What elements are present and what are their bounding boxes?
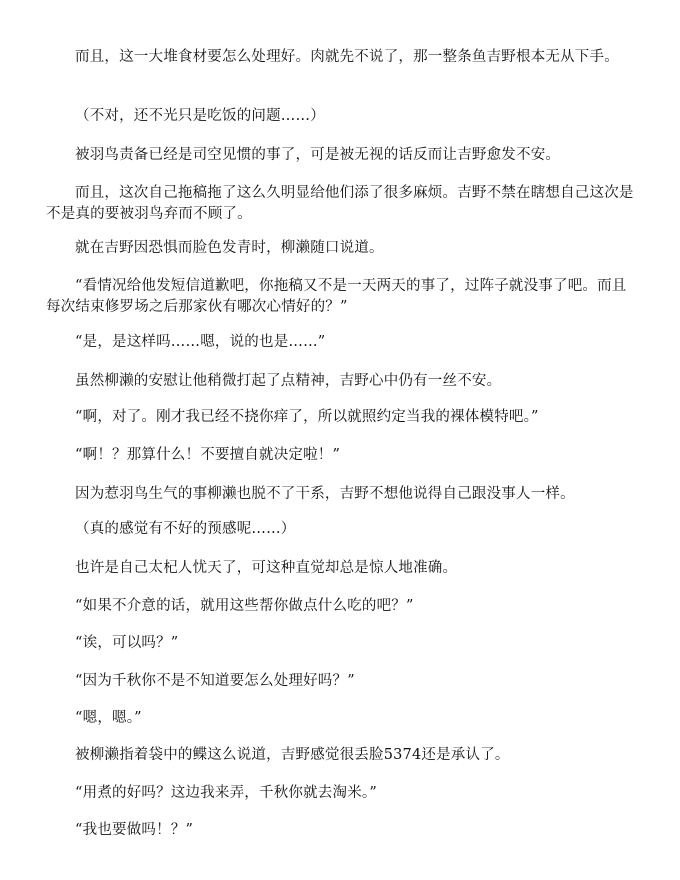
paragraph-20: “我也要做吗！？” [75, 822, 194, 838]
paragraph-1: 而且，这一大堆食材要怎么处理好。肉就先不说了，那一整条鱼吉野根本无从下手。 [75, 49, 619, 65]
paragraph-3: 被羽鸟责备已经是司空见惯的事了，可是被无视的话反而让吉野愈发不安。 [75, 147, 561, 163]
paragraph-8: 虽然柳濑的安慰让他稍微打起了点精神，吉野心中仍有一丝不安。 [75, 373, 502, 389]
paragraph-5: 就在吉野因恐惧而脸色发青时，柳濑随口说道。 [75, 240, 384, 256]
paragraph-12: （真的感觉有不好的预感呢……） [75, 521, 296, 537]
paragraph-19: “用煮的好吗？这边我来弄，千秋你就去淘米。” [75, 785, 377, 801]
paragraph-6: “看情况给他发短信道歉吧，你拖稿又不是一天两天的事了，过阵子就没事了吧。而且每次结束修罗场之后那家伙有哪次心情好的？” [46, 278, 627, 315]
paragraph-2: （不对，还不光只是吃饭的问题……） [75, 108, 325, 124]
paragraph-9: “啊，对了。刚才我已经不挠你痒了，所以就照约定当我的裸体模特吧。” [75, 409, 539, 425]
paragraph-15: “诶，可以吗？” [75, 635, 179, 651]
paragraph-11: 因为惹羽鸟生气的事柳濑也脱不了干系，吉野不想他说得自己跟没事人一样。 [75, 486, 575, 502]
paragraph-10: “啊！？那算什么！不要擅自就决定啦！” [75, 447, 341, 463]
paragraph-16: “因为千秋你不是不知道要怎么处理好吗？” [75, 673, 355, 689]
paragraph-4: 而且，这次自己拖稿拖了这么久明显给他们添了很多麻烦。吉野不禁在瞎想自己这次是不是真的要被羽鸟弃而不顾了。 [46, 185, 634, 222]
paragraph-7: “是，是这样吗……嗯，说的也是……” [75, 334, 326, 350]
paragraph-14: “如果不介意的话，就用这些帮你做点什么吃的吧？” [75, 598, 414, 614]
paragraph-13: 也许是自己太杞人忧天了，可这种直觉却总是惊人地准确。 [75, 560, 458, 576]
paragraph-17: “嗯，嗯。” [75, 710, 142, 726]
paragraph-18: 被柳濑指着袋中的鲽这么说道，吉野感觉很丢脸5374还是承认了。 [75, 747, 510, 763]
